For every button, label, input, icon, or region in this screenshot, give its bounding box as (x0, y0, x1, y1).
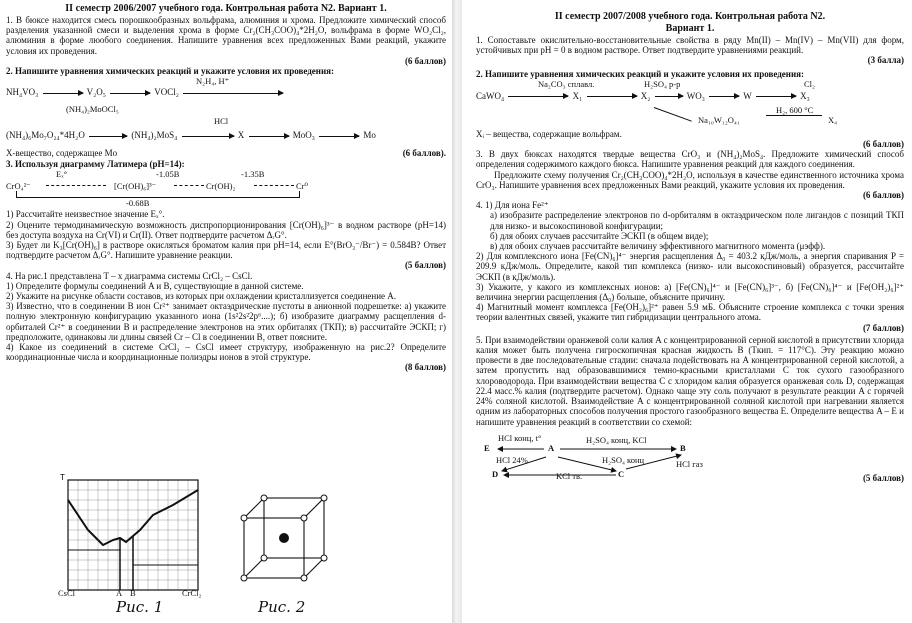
right-q4-4: 4) Магнитный момент комплекса [Fe(OH₂)₆]²⁺ равен 5.9 мБ. Объясните строение комплекса с точки зрения теории валентных связей, укажите тип гибридизации центрального атома. (476, 302, 904, 323)
left-q1-points: (6 баллов) (404, 55, 446, 66)
fig1-phase-diagram (58, 470, 208, 595)
right-q1-text: 1. Сопоставьте окислительно-восстановительные свойства в ряду Mn(II) – Mn(IV) – Mn(VII) для форм, устойчивых при pH = 0 в водном растворе. Ответ подтвердите уравнениями реакций. (476, 35, 904, 56)
left-scheme-1 (6, 76, 446, 102)
q5-r6: KCl тв. (556, 470, 583, 481)
sc-x1: X₁ (572, 90, 583, 101)
sc-arrow-7 (766, 115, 822, 116)
sc-arrow-1 (508, 96, 568, 97)
left-q2-note: X-вещество, содержащее Mo (6, 148, 118, 159)
sc-arrow-4 (709, 96, 739, 97)
q5-A: A (548, 442, 555, 453)
s1-b: V₂O₅ (86, 87, 106, 98)
s2-d: Mo (363, 130, 376, 141)
right-variant: Вариант 1. (665, 23, 715, 34)
right-q4-3: 3) Укажите, у какого из комплексных ионов: а) [Fe(CN)₆]⁴⁻ и [Fe(CN)₆]³⁻, б) [Fe(CN)₆]⁴⁻ и [Fe(OH₂)₆]²⁺ величина энергии расщепления (Δ₀) больше, объясните причину. (476, 281, 904, 303)
right-q4-a: а) изобразите распределение электронов по d-орбиталям в октаэдрическом поле лигандов с позиций ТКП для низко- и высокоспиновой конфигурации; (490, 210, 904, 231)
left-q4-4: 4) Какое из соединений в системе CrCl₂ – CsCl имеет структуру, изображенную на рис.2? Определите координационные числа и координационные полиэдры ионов в этой структуре. (6, 342, 446, 363)
latimer-arrow-2 (174, 185, 204, 186)
sc-arrow-3 (655, 96, 683, 97)
left-q3-2: 2) Оцените термодинамическую возможность диспропорционирования [Cr(OH)₆]³⁻ в водном растворе (pH=14) без доступа воздуха на Cr(VI) и Cr(II). Ответ подтвердите расчетом ΔᵣG°. (6, 219, 446, 240)
latimer-v2: -1.35B (241, 169, 265, 180)
sc-c: W (743, 90, 752, 101)
right-q2-note: Xᵢ – вещества, содержащие вольфрам. (476, 128, 622, 139)
right-q4-2: 2) Для комплексного иона [Fe(CN)₆]⁴⁻ энергия расщепления Δ₀ = 403.2 кДж/моль, а энергия спаривания P = 209.9 кДж/моль. Определите, какой тип комплекса (низко- или высокоспиновый) образуется, рассчитайте ЭСКП (в кДж/моль). (476, 251, 904, 282)
s2-arrow-1 (89, 136, 127, 137)
fig1-x3: B (130, 588, 136, 598)
q5-E: E (484, 442, 490, 453)
s1-reagent: N₂H₄, H⁺ (196, 76, 230, 87)
page-gutter (452, 0, 462, 623)
latimer-v1: -1.05B (156, 169, 180, 180)
left-q3-title: 3. Используя диаграмму Латимера (pH=14): (6, 159, 185, 170)
s1-arrow-3 (183, 93, 283, 94)
right-page (462, 0, 912, 623)
latimer-ex: Eₓ° (56, 169, 68, 180)
sc-a: CaWO₄ (476, 90, 505, 101)
s1-c: VOCl₂ (154, 87, 179, 98)
q5-r3: HCl 24% (496, 454, 528, 465)
sc-r3: Cl₂ (804, 78, 815, 89)
fig2-caption: Рис. 2 (258, 598, 306, 616)
q5-r4: H₂SO₄ конц (602, 454, 645, 465)
left-title: II семестр 2006/2007 учебного года. Контрольная работа N2. Вариант 1. (65, 3, 387, 14)
fig1-x1: CsCl (58, 588, 76, 598)
s2-reagent: HCl (214, 116, 229, 127)
right-q5-points: (5 баллов) (862, 472, 904, 483)
left-q4-3: 3) Известно, что в соединении B ион Cr²⁺ занимает октаэдрические пустоты в анионной подрешетке: а) укажите полную электронную конфигурацию указанного иона (1s²2s²2p⁶....); б) изобразите диаграмму расщепления d-орбиталей Cr²⁺ в соединении B и распределение электронов на этих орбиталях (ТКП); в) рассчитайте ЭСКП; г) предположите, одинаковы ли длины связей Cr – Cl в соединении B, ответ поясните. (6, 301, 446, 342)
s2-x: X (237, 130, 245, 141)
fig2-unit-cell (236, 490, 331, 585)
q5-D: D (492, 468, 499, 479)
left-q3-1: 1) Рассчитайте неизвестное значение Eₓ°. (6, 209, 165, 220)
right-title: II семестр 2007/2008 учебного года. Контрольная работа N2. (554, 11, 826, 22)
s1-a: NH₄VO₃ (6, 87, 39, 98)
sc-arrow-5 (756, 96, 796, 97)
sc-x3: X₃ (800, 90, 810, 101)
sc-r1: Na₂CO₃ сплавл. (538, 78, 595, 89)
left-q2-points: (6 баллов). (402, 148, 446, 159)
s2-c: MoO₃ (292, 130, 315, 141)
latimer-s1: CrO₄²⁻ (6, 181, 31, 192)
s1-arrow-1 (43, 93, 83, 94)
s1-arrow-2 (110, 93, 150, 94)
fig1-x2: A (116, 588, 123, 598)
right-q4-points: (7 баллов) (862, 322, 904, 333)
sc-x2: X₂ (640, 90, 651, 101)
right-q3-text2: Предложите схему получения Cr₂(CH₃COO)₄*2H₂O, используя в качестве единственного источника хрома CrO₃. Напишите уравнения всех предложенных Вами реакций, укажите условия их проведения. (476, 169, 904, 190)
q5-r1: HCl конц, t° (498, 432, 542, 443)
right-q2-title: 2. Напишите уравнения химических реакций и укажите условия их проведения: (476, 68, 805, 79)
q5-r2: H₂SO₄ конц, KCl (586, 434, 647, 445)
sc-arrow-6 (654, 107, 692, 122)
latimer-arrow-3 (254, 185, 294, 186)
left-q3-points: (5 баллов) (404, 260, 446, 271)
q5-C: C (618, 468, 625, 479)
sc-r2: H₂SO₄ р-р (644, 78, 681, 89)
fig1-t-label: T (60, 473, 65, 482)
right-scheme (476, 79, 904, 129)
left-q4-title: 4. На рис.1 представлена T – x диаграмма системы CrCl₂ – CsCl. (6, 270, 253, 281)
left-figures (58, 470, 438, 620)
right-q4-c: в) для обоих случаев рассчитайте величину эффективного магнитного момента (μэфф). (490, 241, 826, 252)
sc-b: WO₃ (686, 90, 705, 101)
fig1-caption: Рис. 1 (116, 598, 164, 616)
s2-arrow-2 (182, 136, 234, 137)
s2-top: (NH₄)₂MoOCl₅ (66, 104, 119, 115)
sc-r4: H₂, 600 °C (776, 104, 814, 115)
left-q4-1: 1) Определите формулы соединений A и B, существующие в данной системе. (6, 280, 304, 291)
left-scheme-2 (6, 102, 446, 148)
right-q4-title: 4. 1) Для иона Fe²⁺ (476, 200, 549, 211)
right-q3-text: 3. В двух бюксах находятся твердые вещества CrO₃ и (NH₄)₂MoS₄. Предложите химический способ определения содержимого каждого бюкса. Напишите уравнения реакций для каждого соединения. (476, 149, 904, 170)
right-q2-points: (6 баллов) (862, 139, 904, 150)
latimer-s4: Cr⁰ (296, 181, 308, 192)
latimer-arrow-1 (46, 185, 106, 186)
s2-arrow-4 (319, 136, 359, 137)
left-q2-title: 2. Напишите уравнения химических реакций и укажите условия их проведения: (6, 66, 335, 77)
left-q2-footer (6, 148, 446, 159)
s2-arrow-3 (249, 136, 289, 137)
right-q5-scheme (476, 431, 776, 481)
right-q3-points: (6 баллов) (862, 190, 904, 201)
right-q1-points: (3 балла) (867, 55, 904, 66)
right-q4-b: б) для обоих случаев рассчитайте ЭСКП (в общем виде); (490, 230, 709, 241)
sc-d: Na₁₀W₁₂O₄₁ (698, 114, 740, 125)
left-q4-points: (8 баллов) (404, 362, 446, 373)
left-q1-text: 1. В бюксе находится смесь порошкообразных вольфрама, алюминия и хрома. Предложите химический способ разделения указанной смеси и выделения хрома в форме Cr₂(CH₃COO)₄*2H₂O, вольфрама в форме WO₂Cl₂, алюминия в форме люобого соединения. Напишите уравнения всех предложенных Вами реакций, укажите условия их проведения. (6, 15, 446, 56)
sc-arrow-2 (587, 96, 637, 97)
q5-r5: HCl газ (676, 458, 703, 469)
left-page (0, 0, 452, 623)
q5-B: B (680, 442, 686, 453)
fig1-x4: CrCl₂ (182, 588, 202, 598)
sc-x4: X₄ (828, 114, 838, 125)
latimer-diagram (6, 169, 446, 209)
right-q5-text: 5. При взаимодействии оранжевой соли калия A с концентрированной серной кислотой в присутствии хлорида калия может быть получена гигроскопичная красная жидкость B (Tкип. = 117°C). Эту реакцию можно провести в две последовательные стадии: сначала подействовать на A концентрированной серной кислотой, а затем пропустить над образовавшимися темно-красными кристаллами C ток сухого газообразного хлороводорода. При взаимодействии вещества C с хлоридом калия образуется оранжевая соль D, содержащая 22.4 масс.% калия (подтвердите расчетом). Однако чаще эту соль получают в результате реакции A с горячей 24% соляной кислотой. Взаимодействие A с концентрированной соляной кислотой при нагревании является одним из лабораторных способов получения простого газообразного вещества E. Определите вещества A – E и напишите уравнения реакций в соответствии со схемой: (476, 334, 904, 427)
s2-b: (NH₄)₂MoS₄ (131, 130, 178, 141)
latimer-s2: [Cr(OH)₆]³⁻ (114, 181, 157, 192)
left-q4-2: 2) Укажите на рисунке области составов, из которых при охлаждении кристаллизуется соединение A. (6, 291, 397, 302)
latimer-bracket (16, 191, 300, 198)
latimer-s3: Cr(OH)₂ (206, 181, 236, 192)
s2-a: (NH₄)₆Mo₇O₂₄*4H₂O (6, 130, 85, 141)
latimer-v3: -0.68B (126, 198, 150, 209)
left-q3-3: 3) Будет ли K₃[Cr(OH)₆] в растворе окисляться броматом калия при pH=14, если E°(BrO₃⁻/Br⁻) = 0.584B? Ответ подтвердите расчетом ΔᵣG°. Напишите уравнение реакции. (6, 240, 446, 261)
